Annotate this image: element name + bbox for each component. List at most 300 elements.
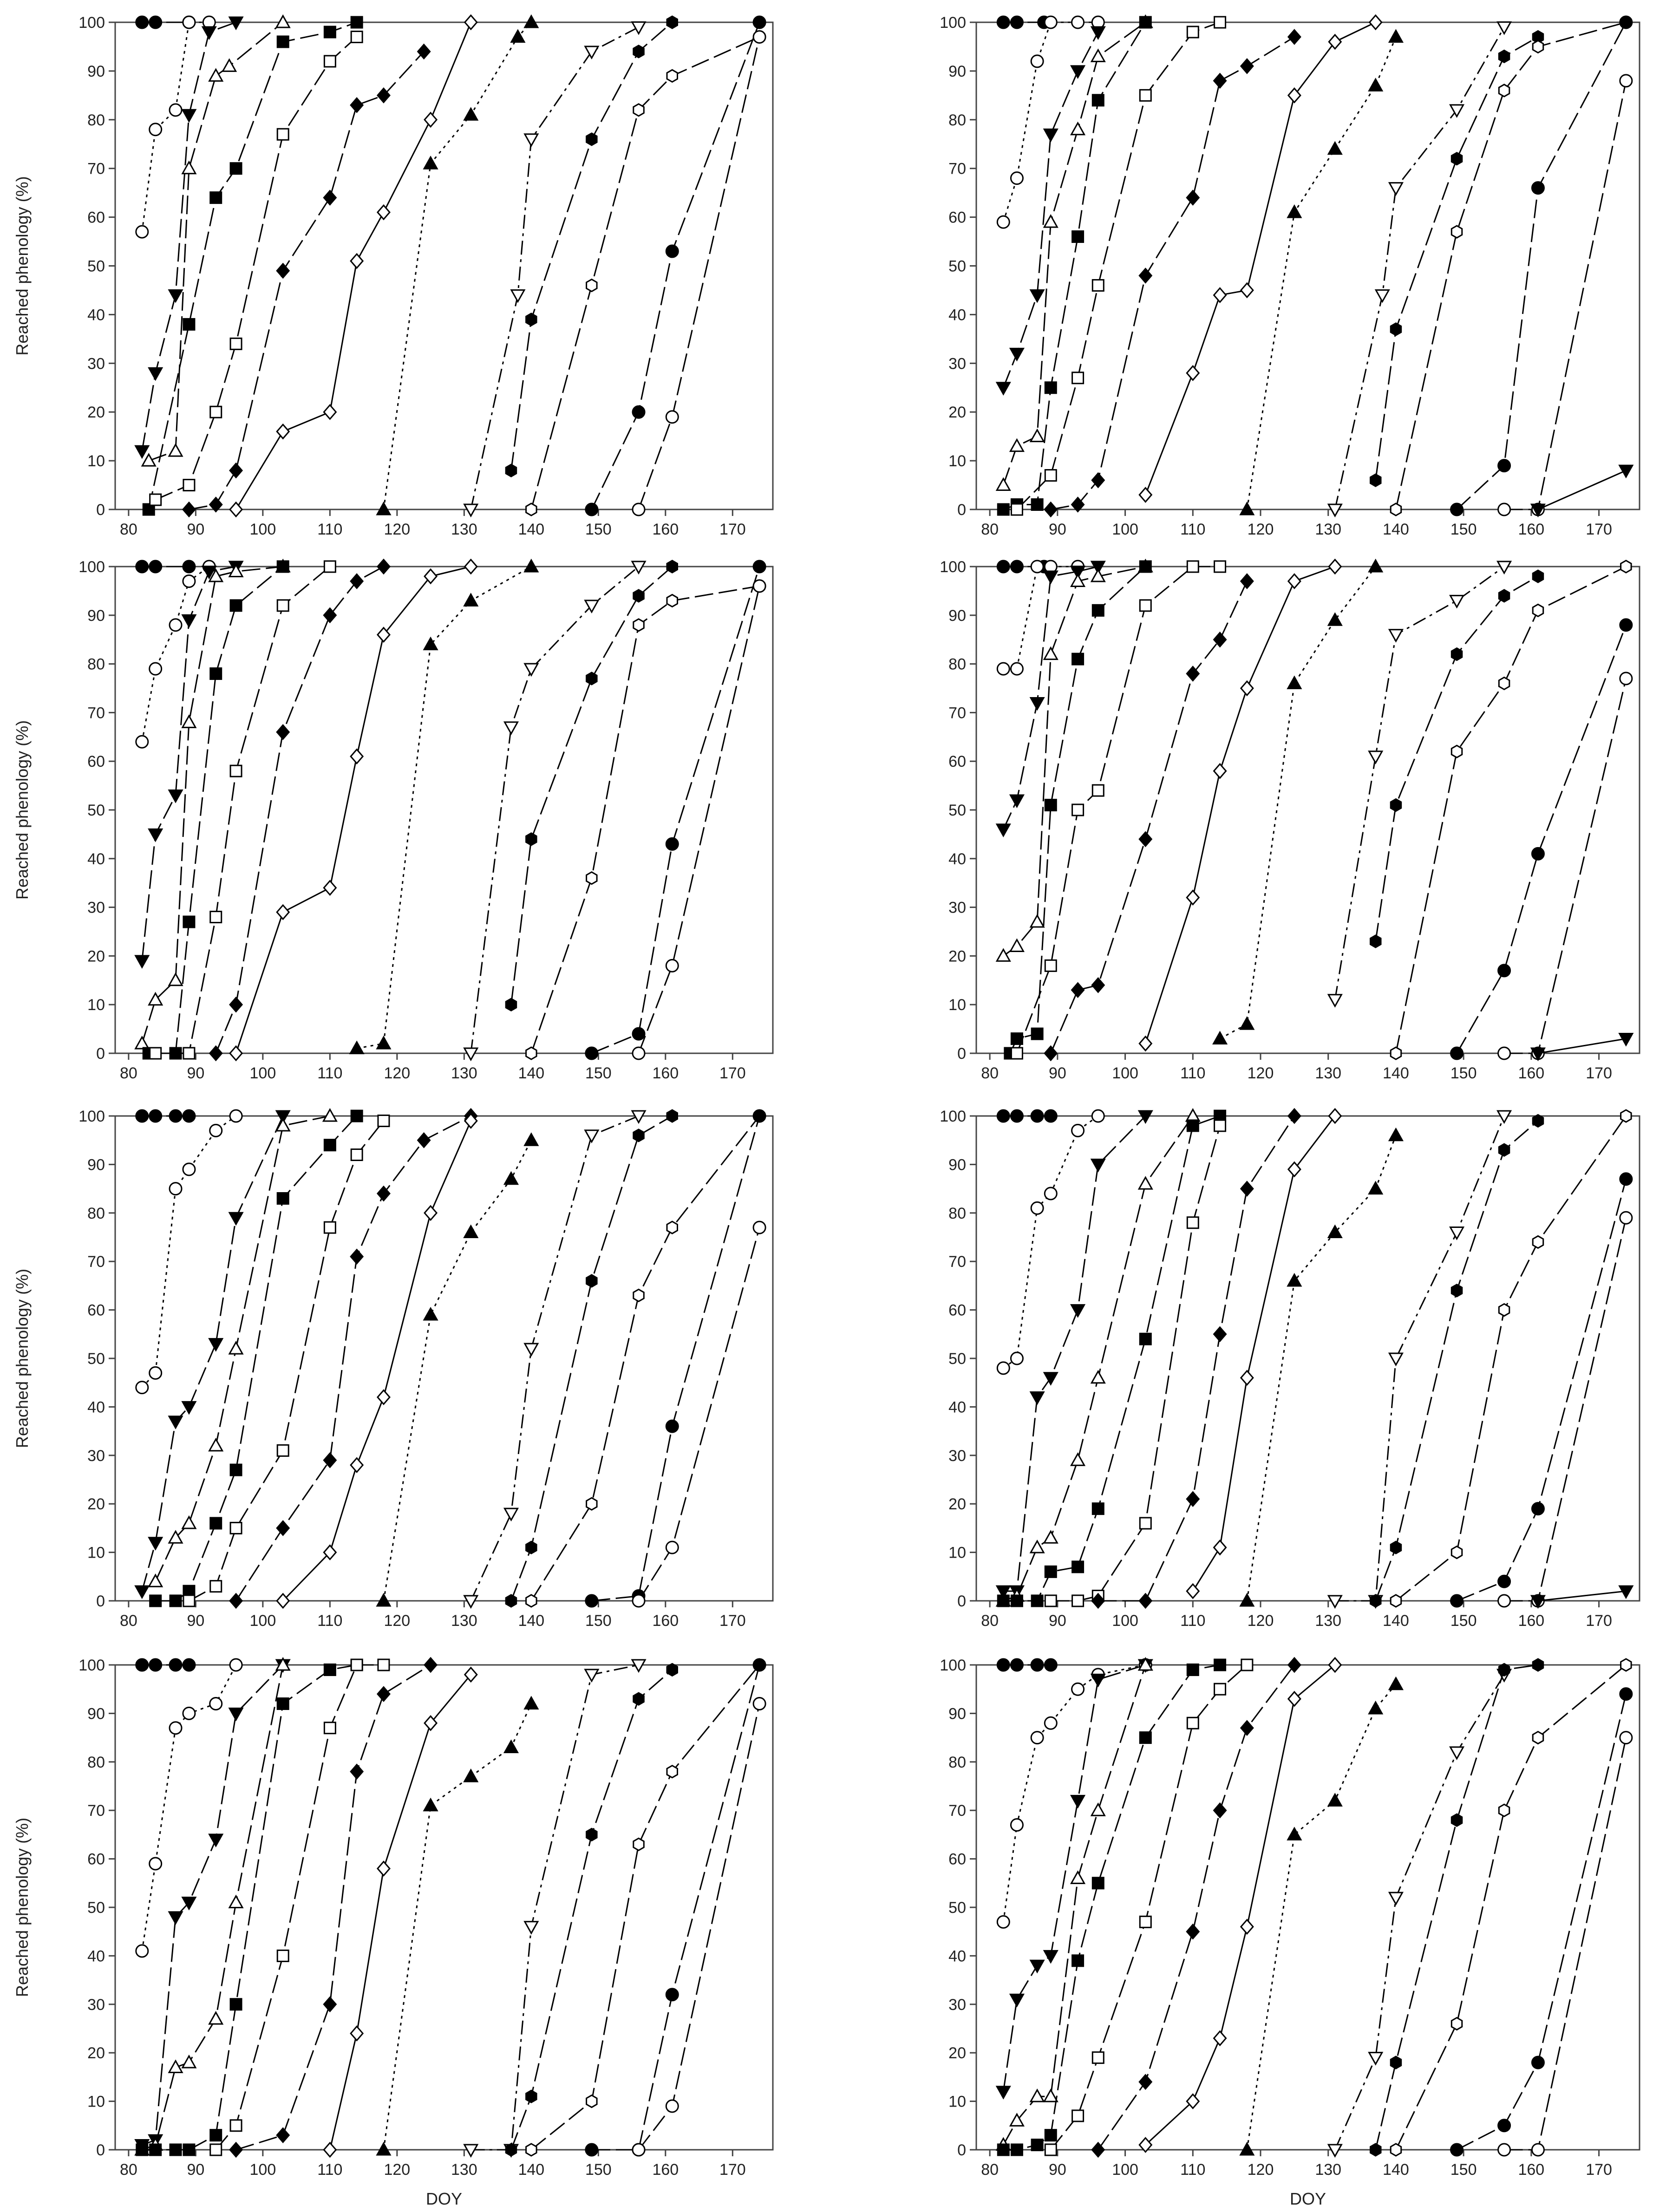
x-tick-label: 80 (119, 521, 137, 538)
data-point-square-filled (230, 1464, 242, 1475)
series-line (1247, 1684, 1396, 2150)
data-point-square-filled (210, 668, 222, 679)
data-point-circle-open (1072, 16, 1084, 28)
series-10 (464, 1111, 645, 1607)
series-line (1504, 679, 1626, 1053)
x-tick-label: 150 (1450, 521, 1477, 538)
data-point-diamond-open (1187, 1584, 1199, 1598)
data-point-circle-open (150, 1858, 162, 1870)
data-point-hexagon-open (587, 280, 597, 292)
data-point-square-open (378, 1115, 389, 1126)
data-point-square-open (1241, 1659, 1253, 1670)
data-point-circle-filled (1532, 2056, 1544, 2068)
data-point-square-filled (1140, 1732, 1151, 1743)
data-point-square-open (1072, 2110, 1084, 2121)
data-point-hexagon-filled (526, 313, 537, 326)
data-point-square-filled (230, 600, 242, 611)
data-point-circle-open (1045, 16, 1057, 28)
y-tick-label: 100 (940, 1657, 966, 1674)
data-point-hexagon-filled (667, 1664, 678, 1676)
data-point-square-filled (1045, 800, 1056, 811)
series-line (511, 22, 673, 470)
y-tick-label: 90 (87, 607, 105, 625)
series-line (330, 1675, 470, 2150)
data-point-hexagon-open (1533, 604, 1543, 616)
data-point-circle-open (1011, 663, 1023, 675)
y-tick-label: 20 (87, 2044, 105, 2062)
series-8 (1139, 15, 1381, 502)
series-3 (136, 1660, 289, 2152)
series-line (1457, 22, 1626, 509)
data-point-square-filled (170, 2144, 181, 2155)
series-13 (586, 1659, 765, 2156)
data-point-square-open (324, 1723, 335, 1734)
y-tick-label: 80 (948, 1204, 966, 1222)
data-point-triangle-up-open (142, 454, 155, 466)
data-point-circle-filled (997, 561, 1009, 573)
x-tick-label: 150 (1450, 1064, 1477, 1082)
data-point-hexagon-filled (1371, 2144, 1381, 2156)
data-point-circle-filled (1045, 1659, 1057, 1671)
data-point-hexagon-filled (587, 672, 597, 685)
data-point-hexagon-open (667, 1766, 678, 1778)
data-point-square-filled (150, 2144, 161, 2155)
data-point-square-open (1187, 1717, 1198, 1729)
data-point-square-open (351, 1149, 362, 1161)
data-point-square-open (1045, 2144, 1056, 2155)
series-10 (464, 22, 645, 516)
data-point-circle-filled (666, 245, 678, 257)
data-point-triangle-down-open (1450, 1747, 1464, 1759)
data-point-circle-filled (1498, 460, 1510, 472)
data-point-circle-open (1011, 1352, 1023, 1364)
x-tick-label: 160 (652, 521, 679, 538)
series-15 (1531, 1586, 1632, 1607)
series-line (471, 1116, 639, 1601)
data-point-circle-open (1620, 1732, 1632, 1744)
data-point-square-open (183, 1048, 195, 1059)
data-point-triangle-up-filled (377, 1037, 390, 1049)
data-point-hexagon-filled (1391, 799, 1401, 811)
data-point-circle-open (753, 1698, 765, 1710)
y-tick-label: 70 (87, 1802, 105, 1820)
data-point-hexagon-open (1391, 1047, 1401, 1059)
data-point-circle-filled (753, 1659, 765, 1671)
data-point-hexagon-filled (634, 46, 644, 58)
series-line (592, 1116, 759, 1601)
series-line (639, 1704, 759, 2150)
data-point-circle-open (1045, 1188, 1057, 1200)
data-point-triangle-down-open (1389, 183, 1402, 195)
data-point-hexagon-open (1391, 2144, 1401, 2156)
y-tick-label: 100 (940, 1108, 966, 1125)
y-tick-label: 80 (87, 1204, 105, 1222)
data-point-circle-open (170, 104, 182, 116)
data-point-square-filled (1045, 2130, 1056, 2141)
x-axis-title: DOY (425, 2189, 463, 2208)
y-tick-label: 70 (87, 704, 105, 722)
series-line (1396, 1116, 1626, 1601)
series-15 (1531, 1034, 1632, 1060)
data-point-triangle-up-filled (525, 1697, 538, 1709)
data-point-circle-filled (666, 838, 678, 850)
data-point-square-filled (277, 36, 288, 47)
data-point-square-open (150, 494, 161, 505)
data-point-hexagon-filled (1451, 648, 1462, 660)
data-point-circle-open (633, 503, 645, 515)
data-point-circle-open (150, 663, 162, 675)
data-point-diamond-open (1139, 1037, 1151, 1051)
data-point-circle-open (1011, 1819, 1023, 1831)
series-10 (1328, 561, 1510, 1006)
series-line (156, 37, 357, 500)
series-5 (998, 17, 1151, 515)
data-point-triangle-up-filled (1328, 1794, 1341, 1806)
data-point-circle-open (666, 959, 678, 972)
data-point-triangle-down-filled (1044, 571, 1057, 583)
data-point-triangle-down-open (1328, 995, 1341, 1006)
x-tick-label: 140 (1383, 1064, 1409, 1082)
data-point-diamond-open (351, 750, 363, 763)
y-tick-label: 100 (78, 1108, 105, 1125)
data-point-square-filled (1072, 231, 1084, 242)
data-point-square-open (1072, 804, 1084, 816)
data-point-hexagon-open (667, 70, 678, 82)
data-point-circle-filled (1498, 2120, 1510, 2132)
series-6 (1045, 1120, 1225, 1606)
plot-frame (115, 22, 773, 509)
data-point-circle-filled (1011, 16, 1023, 28)
y-tick-label: 30 (948, 899, 966, 917)
series-line (1193, 1116, 1335, 1591)
series-line (1003, 1665, 1145, 2145)
data-point-square-filled (998, 1595, 1009, 1606)
data-point-hexagon-filled (1391, 2056, 1401, 2068)
data-point-hexagon-open (587, 872, 597, 884)
data-point-square-filled (1092, 1878, 1104, 1889)
series-line (1098, 1665, 1294, 2150)
series-line (142, 1665, 283, 2145)
data-point-diamond-filled (1139, 832, 1151, 846)
data-point-triangle-up-filled (1214, 1032, 1227, 1044)
data-point-triangle-up-open (997, 479, 1010, 490)
data-point-triangle-down-filled (169, 1416, 182, 1428)
x-tick-label: 90 (1048, 1064, 1066, 1082)
data-point-triangle-up-filled (504, 1741, 517, 1752)
data-point-circle-open (1620, 75, 1632, 87)
data-point-square-open (1187, 561, 1198, 572)
y-tick-label: 20 (948, 404, 966, 422)
x-tick-label: 120 (384, 1064, 411, 1082)
series-6 (183, 1115, 389, 1606)
data-point-circle-filled (586, 1595, 598, 1607)
data-point-circle-open (1620, 1212, 1632, 1224)
series-2 (997, 561, 1084, 675)
series-line (1396, 567, 1626, 1053)
data-point-square-open (210, 2144, 222, 2155)
data-point-square-filled (210, 1518, 222, 1529)
series-line (1220, 567, 1376, 1039)
data-point-square-open (1045, 1595, 1056, 1606)
x-tick-label: 130 (451, 2161, 477, 2179)
data-point-diamond-open (351, 254, 363, 268)
data-point-circle-open (997, 1916, 1009, 1928)
data-point-circle-open (210, 1698, 222, 1710)
series-line (1335, 1116, 1504, 1601)
data-point-square-open (1045, 470, 1056, 481)
data-point-triangle-up-filled (1389, 30, 1402, 42)
data-point-square-open (1140, 1916, 1151, 1927)
data-point-circle-open (1498, 2144, 1510, 2156)
data-point-diamond-filled (378, 560, 390, 574)
data-point-hexagon-open (526, 1047, 537, 1059)
data-point-triangle-down-filled (183, 110, 196, 121)
y-tick-label: 90 (87, 62, 105, 80)
data-point-square-filled (1032, 2140, 1043, 2151)
data-point-circle-filled (586, 1047, 598, 1059)
y-tick-label: 10 (87, 996, 105, 1014)
data-point-triangle-down-open (1498, 22, 1511, 33)
data-point-circle-open (1045, 1717, 1057, 1729)
data-point-circle-open (230, 1659, 242, 1671)
series-line (384, 1704, 531, 2150)
y-tick-label: 60 (948, 1850, 966, 1868)
data-point-square-open (277, 600, 288, 611)
series-line (471, 567, 639, 1053)
x-tick-label: 100 (1112, 1612, 1138, 1630)
y-tick-label: 40 (948, 306, 966, 324)
series-9 (1241, 1678, 1403, 2155)
data-point-hexagon-filled (1391, 323, 1401, 335)
data-point-diamond-filled (1241, 1721, 1253, 1735)
series-line (1145, 567, 1335, 1044)
data-point-square-filled (1092, 1503, 1104, 1514)
data-point-hexagon-open (1533, 1732, 1543, 1744)
data-point-square-filled (277, 561, 288, 572)
data-point-square-filled (1215, 1659, 1226, 1670)
data-point-square-open (1187, 26, 1198, 38)
data-point-hexagon-filled (1451, 1814, 1462, 1826)
data-point-circle-open (150, 124, 162, 136)
x-tick-label: 170 (1586, 1064, 1612, 1082)
data-point-circle-open (1031, 1202, 1043, 1214)
data-point-circle-filled (150, 1110, 162, 1122)
y-tick-label: 10 (948, 2093, 966, 2111)
data-point-diamond-filled (1045, 1046, 1057, 1060)
data-point-diamond-open (1241, 1920, 1253, 1934)
y-tick-label: 40 (948, 1398, 966, 1416)
y-tick-label: 20 (948, 2044, 966, 2062)
data-point-triangle-down-open (525, 134, 538, 146)
data-point-triangle-up-filled (525, 1134, 538, 1145)
y-tick-label: 30 (87, 1447, 105, 1465)
data-point-diamond-open (277, 424, 289, 438)
chart-panel-row1-left (13, 14, 773, 538)
x-tick-label: 80 (981, 2161, 999, 2179)
data-point-diamond-filled (277, 2128, 289, 2142)
data-point-diamond-open (230, 1046, 242, 1060)
data-point-triangle-down-filled (183, 615, 196, 626)
data-point-triangle-up-filled (1288, 677, 1301, 689)
y-tick-label: 50 (948, 257, 966, 275)
data-point-triangle-down-filled (1072, 1795, 1085, 1807)
series-12 (1391, 16, 1631, 515)
data-point-hexagon-open (1621, 1659, 1632, 1671)
series-2 (136, 1659, 242, 1957)
data-point-diamond-filled (324, 191, 336, 205)
data-point-circle-open (997, 216, 1009, 228)
data-point-triangle-up-open (1031, 2090, 1044, 2101)
data-point-triangle-up-filled (424, 638, 437, 650)
data-point-diamond-filled (1241, 59, 1253, 73)
data-point-square-filled (137, 2144, 148, 2155)
data-point-diamond-filled (1214, 1803, 1226, 1817)
x-tick-label: 90 (1048, 521, 1066, 538)
series-line (1003, 1116, 1145, 1591)
x-tick-label: 80 (119, 1612, 137, 1630)
data-point-circle-filled (150, 16, 162, 28)
data-point-circle-open (136, 736, 148, 748)
data-point-circle-open (1092, 1110, 1104, 1122)
data-point-diamond-filled (1072, 983, 1084, 997)
data-point-triangle-down-filled (136, 446, 149, 457)
series-3 (997, 27, 1104, 394)
series-line (511, 1116, 673, 1601)
data-point-circle-open (1011, 172, 1023, 184)
x-tick-label: 110 (317, 521, 343, 538)
y-axis-title: Reached phenology (%) (13, 1817, 32, 1997)
x-tick-label: 90 (187, 1612, 205, 1630)
data-point-triangle-up-open (1139, 1177, 1152, 1189)
y-tick-label: 50 (87, 257, 105, 275)
data-point-square-filled (1072, 1561, 1084, 1573)
x-tick-label: 130 (451, 1612, 477, 1630)
x-tick-label: 130 (1315, 521, 1342, 538)
y-axis-title: Reached phenology (%) (13, 720, 32, 900)
data-point-circle-filled (1451, 2144, 1463, 2156)
y-tick-label: 10 (948, 1544, 966, 1562)
data-point-hexagon-filled (587, 1275, 597, 1287)
series-line (142, 1665, 283, 2150)
data-point-hexagon-open (634, 1838, 644, 1850)
x-tick-label: 150 (1450, 1612, 1477, 1630)
data-point-circle-open (1031, 1732, 1043, 1744)
data-point-circle-open (997, 1362, 1009, 1374)
data-point-diamond-filled (1139, 268, 1151, 282)
data-point-triangle-down-filled (1031, 698, 1044, 709)
data-point-diamond-open (378, 1390, 390, 1404)
chart-panel-row1-right (940, 14, 1640, 538)
data-point-circle-open (997, 663, 1009, 675)
data-point-circle-open (183, 1707, 195, 1719)
data-point-hexagon-open (587, 1498, 597, 1510)
series-line (1051, 1126, 1220, 1601)
data-point-square-filled (277, 1193, 288, 1204)
data-point-triangle-up-open (1044, 2090, 1057, 2101)
x-tick-label: 130 (1315, 1612, 1342, 1630)
data-point-hexagon-filled (1371, 935, 1381, 947)
data-point-hexagon-open (667, 1221, 678, 1233)
y-tick-label: 40 (87, 1947, 105, 1965)
chart-panel-row3-left (13, 1108, 773, 1630)
data-point-triangle-up-open (1091, 50, 1104, 61)
data-point-hexagon-filled (587, 133, 597, 145)
series-8 (1139, 560, 1341, 1051)
x-tick-label: 110 (1180, 1064, 1206, 1082)
series-line (149, 22, 283, 461)
series-line (283, 1121, 471, 1601)
data-point-circle-filled (997, 16, 1009, 28)
series-11 (1371, 570, 1543, 947)
data-point-triangle-down-open (1389, 1892, 1402, 1904)
y-tick-label: 70 (948, 160, 966, 178)
series-12 (1391, 1110, 1631, 1607)
data-point-circle-open (136, 1945, 148, 1957)
data-point-triangle-down-filled (997, 2087, 1010, 2098)
data-point-diamond-filled (1288, 30, 1300, 44)
data-point-hexagon-open (526, 2144, 537, 2156)
chart-panel-row2-left (13, 558, 773, 1082)
x-tick-label: 160 (1518, 521, 1545, 538)
data-point-square-filled (1072, 653, 1084, 665)
data-point-circle-filled (753, 1110, 765, 1122)
data-point-triangle-up-filled (350, 1042, 363, 1054)
y-tick-label: 10 (948, 452, 966, 470)
x-tick-label: 140 (1383, 2161, 1409, 2179)
data-point-diamond-filled (230, 1594, 242, 1608)
data-point-triangle-up-open (183, 162, 196, 174)
series-line (236, 22, 471, 509)
data-point-square-filled (1045, 1566, 1056, 1577)
y-tick-label: 70 (87, 1253, 105, 1271)
data-point-circle-filled (1532, 848, 1544, 860)
series-line (1376, 1121, 1538, 1601)
data-point-triangle-up-open (1044, 648, 1057, 659)
data-point-hexagon-filled (1451, 1285, 1462, 1297)
x-tick-label: 110 (1180, 521, 1206, 538)
plot-frame (976, 1116, 1640, 1601)
data-point-circle-filled (136, 1659, 148, 1671)
data-point-triangle-up-filled (1288, 206, 1301, 217)
y-tick-label: 30 (87, 899, 105, 917)
y-tick-label: 70 (87, 160, 105, 178)
data-point-triangle-down-open (525, 1344, 538, 1355)
x-tick-label: 150 (585, 1064, 612, 1082)
data-point-circle-filled (1620, 1173, 1632, 1185)
series-14 (633, 1221, 765, 1607)
data-point-circle-filled (170, 1659, 182, 1671)
x-tick-label: 100 (1112, 1064, 1138, 1082)
data-point-circle-filled (170, 1110, 182, 1122)
data-point-circle-open (1620, 672, 1632, 685)
data-point-diamond-filled (1241, 1182, 1253, 1196)
data-point-circle-open (136, 226, 148, 238)
data-point-circle-open (210, 1124, 222, 1136)
data-point-hexagon-filled (1499, 50, 1509, 62)
data-point-square-open (277, 1950, 288, 1961)
data-point-diamond-open (1329, 560, 1341, 574)
data-point-diamond-filled (230, 998, 242, 1011)
data-point-diamond-open (1214, 2031, 1226, 2045)
data-point-diamond-open (1329, 1658, 1341, 1672)
y-tick-label: 90 (948, 62, 966, 80)
y-tick-label: 100 (940, 14, 966, 32)
y-tick-label: 50 (948, 1350, 966, 1368)
data-point-triangle-down-filled (1010, 795, 1023, 807)
data-point-triangle-down-open (1450, 595, 1464, 607)
data-point-diamond-open (1214, 1540, 1226, 1554)
data-point-hexagon-open (1451, 226, 1462, 238)
